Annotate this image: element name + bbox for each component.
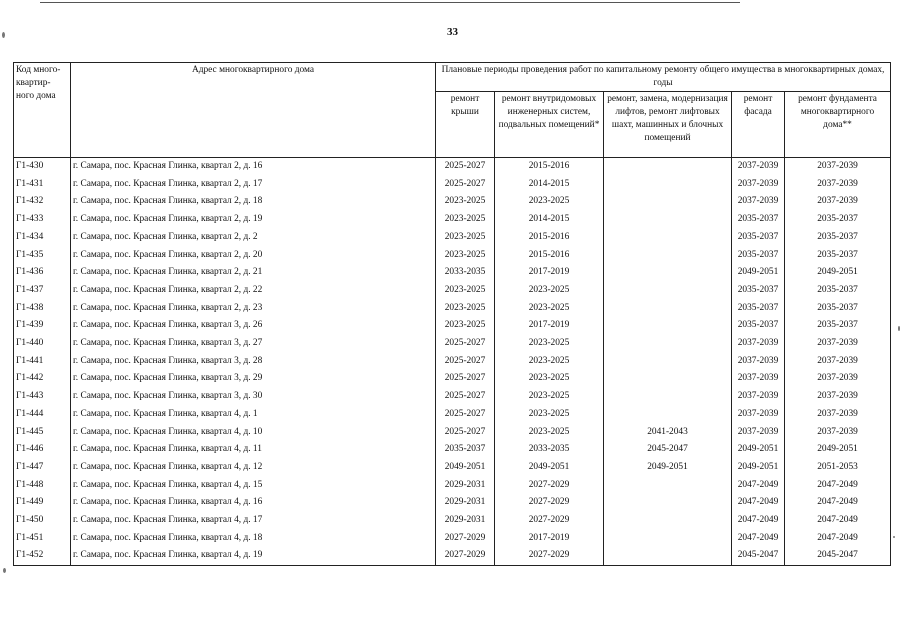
- cell-foundation: 2037-2039: [785, 424, 891, 442]
- cell-roof: 2023-2025: [436, 193, 495, 211]
- cell-facade: 2035-2037: [732, 247, 785, 265]
- cell-roof: 2023-2025: [436, 282, 495, 300]
- cell-address: г. Самара, пос. Красная Глинка, квартал 3, д. 29: [71, 370, 436, 388]
- cell-systems: 2033-2035: [495, 441, 604, 459]
- cell-address: г. Самара, пос. Красная Глинка, квартал 2, д. 23: [71, 300, 436, 318]
- table-row: [14, 335, 891, 353]
- cell-code: Г1-433: [14, 211, 71, 229]
- cell-roof: 2025-2027: [436, 176, 495, 194]
- cell-facade: 2047-2049: [732, 494, 785, 512]
- cell-elevators: [604, 477, 732, 495]
- cell-foundation: 2037-2039: [785, 406, 891, 424]
- cell-roof: 2027-2029: [436, 530, 495, 548]
- cell-systems: 2023-2025: [495, 370, 604, 388]
- cell-foundation: 2047-2049: [785, 477, 891, 495]
- cell-elevators: [604, 176, 732, 194]
- cell-facade: 2035-2037: [732, 229, 785, 247]
- cell-facade: 2037-2039: [732, 176, 785, 194]
- table-row: [14, 370, 891, 388]
- cell-systems: 2015-2016: [495, 229, 604, 247]
- cell-foundation: 2035-2037: [785, 300, 891, 318]
- table-row: [14, 176, 891, 194]
- cell-elevators: [604, 247, 732, 265]
- cell-facade: 2035-2037: [732, 300, 785, 318]
- cell-elevators: 2049-2051: [604, 459, 732, 477]
- cell-code: Г1-446: [14, 441, 71, 459]
- cell-facade: 2037-2039: [732, 335, 785, 353]
- table-body: [14, 158, 891, 566]
- cell-facade: 2037-2039: [732, 158, 785, 176]
- cell-foundation: 2049-2051: [785, 264, 891, 282]
- cell-code: Г1-438: [14, 300, 71, 318]
- cell-elevators: [604, 158, 732, 176]
- cell-systems: 2023-2025: [495, 424, 604, 442]
- table-row: [14, 388, 891, 406]
- header-foundation: ремонт фундамента многоквартирного дома**: [785, 92, 891, 158]
- cell-foundation: 2037-2039: [785, 370, 891, 388]
- cell-foundation: 2037-2039: [785, 353, 891, 371]
- cell-foundation: 2035-2037: [785, 211, 891, 229]
- cell-foundation: 2045-2047: [785, 547, 891, 565]
- cell-foundation: 2037-2039: [785, 158, 891, 176]
- cell-roof: 2049-2051: [436, 459, 495, 477]
- table-row: [14, 530, 891, 548]
- cell-address: г. Самара, пос. Красная Глинка, квартал 2, д. 2: [71, 229, 436, 247]
- header-address: Адрес многоквартирного дома: [71, 63, 436, 158]
- cell-roof: 2025-2027: [436, 370, 495, 388]
- cell-code: Г1-441: [14, 353, 71, 371]
- cell-code: Г1-440: [14, 335, 71, 353]
- cell-facade: 2049-2051: [732, 441, 785, 459]
- cell-roof: 2029-2031: [436, 477, 495, 495]
- table-row: [14, 317, 891, 335]
- cell-facade: 2047-2049: [732, 530, 785, 548]
- table-row: [14, 264, 891, 282]
- cell-systems: 2023-2025: [495, 335, 604, 353]
- cell-roof: 2025-2027: [436, 424, 495, 442]
- cell-facade: 2037-2039: [732, 406, 785, 424]
- cell-code: Г1-450: [14, 512, 71, 530]
- cell-code: Г1-432: [14, 193, 71, 211]
- cell-address: г. Самара, пос. Красная Глинка, квартал 2, д. 20: [71, 247, 436, 265]
- cell-systems: 2014-2015: [495, 211, 604, 229]
- cell-systems: 2017-2019: [495, 264, 604, 282]
- cell-elevators: [604, 264, 732, 282]
- scan-speck: [898, 326, 900, 331]
- cell-elevators: [604, 388, 732, 406]
- cell-foundation: 2035-2037: [785, 247, 891, 265]
- cell-foundation: 2035-2037: [785, 317, 891, 335]
- cell-address: г. Самара, пос. Красная Глинка, квартал 2, д. 21: [71, 264, 436, 282]
- cell-code: Г1-451: [14, 530, 71, 548]
- cell-roof: 2025-2027: [436, 158, 495, 176]
- header-row-1: [14, 63, 891, 92]
- cell-facade: 2047-2049: [732, 512, 785, 530]
- scan-speck: [893, 536, 895, 538]
- cell-code: Г1-445: [14, 424, 71, 442]
- cell-roof: 2023-2025: [436, 300, 495, 318]
- cell-foundation: 2037-2039: [785, 176, 891, 194]
- cell-facade: 2037-2039: [732, 424, 785, 442]
- page-number: 33: [447, 26, 458, 38]
- table-row: [14, 158, 891, 176]
- cell-code: Г1-448: [14, 477, 71, 495]
- table-row: [14, 477, 891, 495]
- cell-address: г. Самара, пос. Красная Глинка, квартал 3, д. 27: [71, 335, 436, 353]
- cell-address: г. Самара, пос. Красная Глинка, квартал 4, д. 17: [71, 512, 436, 530]
- cell-systems: 2027-2029: [495, 494, 604, 512]
- cell-foundation: 2037-2039: [785, 388, 891, 406]
- cell-roof: 2029-2031: [436, 494, 495, 512]
- cell-elevators: 2041-2043: [604, 424, 732, 442]
- cell-foundation: 2037-2039: [785, 335, 891, 353]
- cell-systems: 2027-2029: [495, 512, 604, 530]
- cell-address: г. Самара, пос. Красная Глинка, квартал 4, д. 19: [71, 547, 436, 565]
- table-row: [14, 459, 891, 477]
- cell-systems: 2017-2019: [495, 530, 604, 548]
- cell-elevators: [604, 353, 732, 371]
- cell-address: г. Самара, пос. Красная Глинка, квартал 4, д. 15: [71, 477, 436, 495]
- cell-systems: 2023-2025: [495, 388, 604, 406]
- top-rule: [40, 2, 740, 3]
- table-row: [14, 211, 891, 229]
- cell-foundation: 2047-2049: [785, 512, 891, 530]
- cell-facade: 2037-2039: [732, 370, 785, 388]
- cell-elevators: [604, 211, 732, 229]
- cell-code: Г1-443: [14, 388, 71, 406]
- cell-systems: 2049-2051: [495, 459, 604, 477]
- cell-facade: 2037-2039: [732, 193, 785, 211]
- cell-roof: 2025-2027: [436, 335, 495, 353]
- header-elevators: ремонт, замена, модернизация лифтов, ремонт лифтовых шахт, машинных и блочных помещений: [604, 92, 732, 158]
- cell-facade: 2049-2051: [732, 264, 785, 282]
- table-row: [14, 282, 891, 300]
- header-roof: ремонт крыши: [436, 92, 495, 158]
- table-row: [14, 406, 891, 424]
- cell-foundation: 2049-2051: [785, 441, 891, 459]
- scan-speck: [2, 32, 5, 38]
- cell-systems: 2015-2016: [495, 247, 604, 265]
- table-row: [14, 547, 891, 565]
- table-row: [14, 300, 891, 318]
- cell-facade: 2035-2037: [732, 282, 785, 300]
- cell-systems: 2023-2025: [495, 193, 604, 211]
- cell-elevators: [604, 530, 732, 548]
- header-facade: ремонт фасада: [732, 92, 785, 158]
- cell-roof: 2025-2027: [436, 406, 495, 424]
- cell-code: Г1-437: [14, 282, 71, 300]
- cell-foundation: 2035-2037: [785, 229, 891, 247]
- cell-foundation: 2047-2049: [785, 494, 891, 512]
- cell-facade: 2047-2049: [732, 477, 785, 495]
- cell-facade: 2037-2039: [732, 353, 785, 371]
- cell-address: г. Самара, пос. Красная Глинка, квартал 4, д. 10: [71, 424, 436, 442]
- cell-address: г. Самара, пос. Красная Глинка, квартал 4, д. 12: [71, 459, 436, 477]
- header-systems: ремонт внутридомовых инженерных систем, подвальных помещений*: [495, 92, 604, 158]
- cell-systems: 2023-2025: [495, 406, 604, 424]
- cell-elevators: [604, 229, 732, 247]
- cell-code: Г1-430: [14, 158, 71, 176]
- cell-elevators: [604, 335, 732, 353]
- cell-address: г. Самара, пос. Красная Глинка, квартал 4, д. 16: [71, 494, 436, 512]
- cell-systems: 2027-2029: [495, 477, 604, 495]
- cell-facade: 2037-2039: [732, 388, 785, 406]
- cell-elevators: [604, 282, 732, 300]
- cell-roof: 2023-2025: [436, 247, 495, 265]
- cell-address: г. Самара, пос. Красная Глинка, квартал 2, д. 17: [71, 176, 436, 194]
- table-row: [14, 247, 891, 265]
- cell-code: Г1-436: [14, 264, 71, 282]
- cell-roof: 2023-2025: [436, 317, 495, 335]
- cell-code: Г1-439: [14, 317, 71, 335]
- cell-code: Г1-444: [14, 406, 71, 424]
- cell-address: г. Самара, пос. Красная Глинка, квартал 3, д. 30: [71, 388, 436, 406]
- repair-schedule-table: [13, 62, 891, 566]
- cell-address: г. Самара, пос. Красная Глинка, квартал 2, д. 16: [71, 158, 436, 176]
- cell-foundation: 2047-2049: [785, 530, 891, 548]
- cell-elevators: [604, 512, 732, 530]
- cell-roof: 2023-2025: [436, 229, 495, 247]
- cell-elevators: [604, 370, 732, 388]
- table-row: [14, 424, 891, 442]
- cell-foundation: 2051-2053: [785, 459, 891, 477]
- cell-address: г. Самара, пос. Красная Глинка, квартал 2, д. 22: [71, 282, 436, 300]
- cell-foundation: 2037-2039: [785, 193, 891, 211]
- header-code: Код много-квартир-ного дома: [14, 63, 71, 158]
- cell-systems: 2017-2019: [495, 317, 604, 335]
- scan-speck: [3, 568, 6, 573]
- cell-elevators: 2045-2047: [604, 441, 732, 459]
- cell-elevators: [604, 317, 732, 335]
- cell-roof: 2029-2031: [436, 512, 495, 530]
- cell-code: Г1-442: [14, 370, 71, 388]
- cell-roof: 2025-2027: [436, 353, 495, 371]
- table-row: [14, 193, 891, 211]
- cell-elevators: [604, 494, 732, 512]
- table-row: [14, 353, 891, 371]
- cell-facade: 2035-2037: [732, 317, 785, 335]
- cell-foundation: 2035-2037: [785, 282, 891, 300]
- cell-roof: 2025-2027: [436, 388, 495, 406]
- cell-code: Г1-435: [14, 247, 71, 265]
- cell-facade: 2049-2051: [732, 459, 785, 477]
- cell-address: г. Самара, пос. Красная Глинка, квартал 4, д. 1: [71, 406, 436, 424]
- cell-address: г. Самара, пос. Красная Глинка, квартал 4, д. 18: [71, 530, 436, 548]
- cell-systems: 2023-2025: [495, 282, 604, 300]
- cell-address: г. Самара, пос. Красная Глинка, квартал 2, д. 18: [71, 193, 436, 211]
- table-row: [14, 494, 891, 512]
- cell-code: Г1-431: [14, 176, 71, 194]
- cell-address: г. Самара, пос. Красная Глинка, квартал 3, д. 26: [71, 317, 436, 335]
- cell-roof: 2027-2029: [436, 547, 495, 565]
- cell-elevators: [604, 406, 732, 424]
- cell-systems: 2023-2025: [495, 300, 604, 318]
- cell-address: г. Самара, пос. Красная Глинка, квартал 3, д. 28: [71, 353, 436, 371]
- cell-systems: 2014-2015: [495, 176, 604, 194]
- cell-address: г. Самара, пос. Красная Глинка, квартал 4, д. 11: [71, 441, 436, 459]
- cell-roof: 2023-2025: [436, 211, 495, 229]
- cell-code: Г1-447: [14, 459, 71, 477]
- cell-systems: 2015-2016: [495, 158, 604, 176]
- cell-roof: 2033-2035: [436, 264, 495, 282]
- cell-code: Г1-452: [14, 547, 71, 565]
- cell-facade: 2035-2037: [732, 211, 785, 229]
- cell-systems: 2027-2029: [495, 547, 604, 565]
- cell-elevators: [604, 300, 732, 318]
- cell-code: Г1-434: [14, 229, 71, 247]
- cell-roof: 2035-2037: [436, 441, 495, 459]
- cell-elevators: [604, 193, 732, 211]
- cell-elevators: [604, 547, 732, 565]
- cell-code: Г1-449: [14, 494, 71, 512]
- cell-facade: 2045-2047: [732, 547, 785, 565]
- table-row: [14, 229, 891, 247]
- cell-address: г. Самара, пос. Красная Глинка, квартал 2, д. 19: [71, 211, 436, 229]
- header-periods-group: Плановые периоды проведения работ по капитальному ремонту общего имущества в многоквартирных домах, годы: [436, 63, 891, 92]
- table-row: [14, 441, 891, 459]
- cell-systems: 2023-2025: [495, 353, 604, 371]
- table-row: [14, 512, 891, 530]
